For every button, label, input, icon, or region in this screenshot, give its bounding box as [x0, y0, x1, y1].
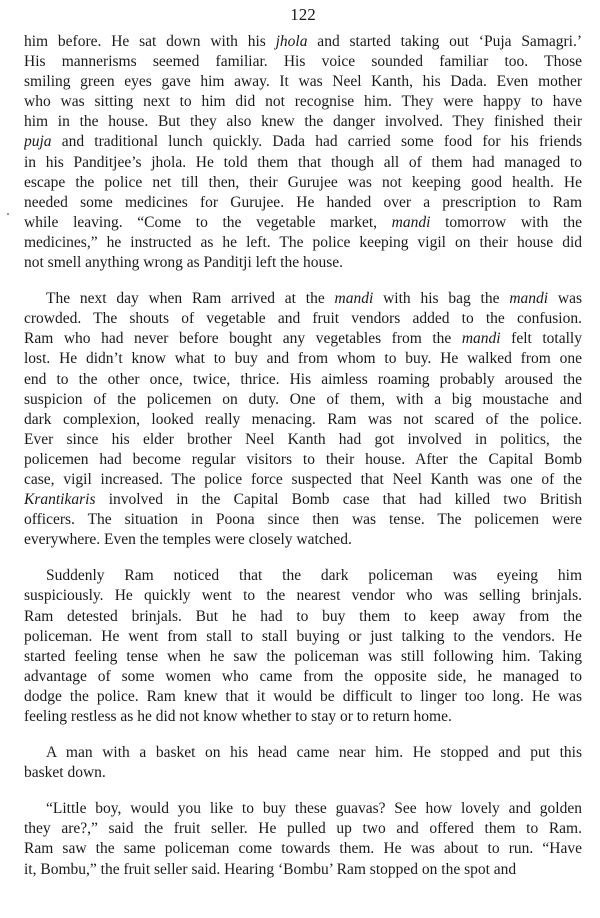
- text-run: while leaving. “Come to the vegetable market,: [24, 213, 392, 231]
- text-line: [24, 349, 582, 369]
- text-run: The next day when Ram arrived at the: [46, 290, 335, 308]
- text-line: [24, 763, 582, 783]
- text-run: him in the house. But they also knew the danger involved. They finished their: [24, 113, 582, 131]
- italic-term: puja: [24, 133, 52, 151]
- text-line: [24, 510, 582, 530]
- text-line: [24, 627, 582, 647]
- text-line: [24, 450, 582, 470]
- text-run: tomorrow with the: [430, 213, 582, 231]
- text-run: medicines,” he instructed as he left. The police keeping vigil on their house did: [24, 233, 582, 251]
- text-run: Suddenly Ram noticed that the dark policeman was eyeing him: [46, 567, 582, 585]
- text-line: [24, 253, 582, 273]
- page-number: 122: [290, 5, 316, 24]
- text-run: him before. He sat down with his: [24, 33, 276, 50]
- text-line: [24, 687, 582, 707]
- text-run: escape the police net till then, their Gurujee was not keeping good health. He: [24, 173, 582, 191]
- paragraph: [24, 566, 582, 727]
- text-line: [24, 72, 582, 92]
- text-run: they are?,” said the fruit seller. He pulled up two and offered them to Ram.: [24, 820, 582, 838]
- text-line: [24, 860, 582, 880]
- text-run: suspiciously. He quickly went to the nearest vendor who was selling brinjals.: [24, 587, 582, 605]
- text-run: “Little boy, would you like to buy these guavas? See how lovely and golden: [46, 800, 582, 818]
- text-run: policemen had become regular visitors to their house. After the Capital Bomb: [24, 450, 582, 468]
- italic-term: mandi: [461, 330, 501, 348]
- italic-term: mandi: [509, 290, 549, 308]
- text-line: [24, 607, 582, 627]
- text-line: [24, 52, 582, 72]
- text-run: feeling restless as he did not know whether to stay or to return home.: [24, 708, 452, 725]
- text-line: [24, 743, 582, 763]
- text-run: it, Bombu,” the fruit seller said. Hearing ‘Bombu’ Ram stopped on the spot and: [24, 860, 517, 878]
- text-run: suspicion of the policemen on duty. One of them, with a big moustache and: [24, 390, 582, 408]
- text-run: advantage of some women who came from the opposite side, he managed to: [24, 667, 582, 685]
- text-line: [24, 490, 582, 510]
- text-run: dark complexion, looked really menacing. Ram was not scared of the police.: [24, 410, 582, 428]
- text-line: [24, 132, 582, 152]
- text-run: in his Panditjee’s jhola. He told them that though all of them had managed to: [24, 153, 582, 171]
- text-run: started feeling tense when he saw the policeman was still following him. Taking: [24, 647, 582, 665]
- text-run: Ram detested brinjals. But he had to buy them to keep away from the: [24, 607, 582, 625]
- text-line: [24, 799, 582, 819]
- text-line: [24, 566, 582, 586]
- text-run: crowded. The shouts of vegetable and fruit vendors added to the confusion.: [24, 310, 582, 328]
- text-run: Ram who had never before bought any vegetables from the: [24, 330, 462, 348]
- text-line: [24, 839, 582, 859]
- text-line: [24, 309, 582, 329]
- text-run: was: [548, 290, 582, 308]
- italic-term: jhola: [275, 33, 308, 50]
- text-run: and traditional lunch quickly. Dada had carried some food for his friends: [51, 133, 582, 151]
- text-line: [24, 819, 582, 839]
- text-line: [24, 586, 582, 606]
- text-run: His mannerisms seemed familiar. His voice sounded familiar too. Those: [24, 53, 582, 71]
- text-run: not smell anything wrong as Panditji left the house.: [24, 254, 343, 272]
- text-line: [24, 153, 582, 173]
- text-run: Ever since his elder brother Neel Kanth had got involved in politics, the: [24, 430, 582, 448]
- text-line: [24, 233, 582, 253]
- text-run: officers. The situation in Poona since then was tense. The policemen were: [24, 511, 582, 529]
- text-run: who was sitting next to him did not recognise him. They were happy to have: [24, 93, 582, 111]
- text-run: smiling green eyes gave him away. It was Neel Kanth, his Dada. Even mother: [24, 73, 582, 91]
- text-line: [24, 410, 582, 430]
- paragraph: [24, 32, 582, 273]
- text-run: end to the other once, twice, thrice. His aimless roaming probably aroused the: [24, 370, 582, 388]
- paragraph: [24, 799, 582, 879]
- text-run: A man with a basket on his head came near him. He stopped and put this: [46, 744, 582, 762]
- text-run: dodge the police. Ram knew that it would be difficult to linger too long. He was: [24, 687, 582, 705]
- text-run: basket down.: [24, 764, 106, 782]
- text-line: [24, 667, 582, 687]
- text-line: [24, 390, 582, 410]
- text-line: [24, 370, 582, 390]
- text-run: everywhere. Even the temples were closely watched.: [24, 531, 352, 549]
- text-line: [24, 470, 582, 490]
- italic-term: Krantikaris: [24, 491, 96, 509]
- margin-speck: [7, 213, 9, 215]
- italic-term: mandi: [391, 213, 431, 231]
- text-run: Ram saw the same policeman come towards them. He was about to run. “Have: [24, 840, 582, 858]
- text-line: [24, 530, 582, 550]
- text-run: and started taking out ‘Puja Samagri.’: [307, 33, 582, 50]
- text-run: involved in the Capital Bomb case that had killed two British: [95, 491, 582, 509]
- text-run: case, vigil increased. The police force suspected that Neel Kanth was one of the: [24, 470, 582, 488]
- text-line: [24, 289, 582, 309]
- text-line: [24, 329, 582, 349]
- text-line: [24, 112, 582, 132]
- text-line: [24, 647, 582, 667]
- text-run: needed some medicines for Gurujee. He handed over a prescription to Ram: [24, 193, 582, 211]
- text-line: [24, 193, 582, 213]
- text-line: [24, 92, 582, 112]
- text-line: [24, 707, 582, 727]
- text-line: [24, 173, 582, 193]
- text-run: lost. He didn’t know what to buy and from whom to buy. He walked from one: [24, 350, 582, 368]
- text-run: policeman. He went from stall to stall buying or just talking to the vendors. He: [24, 627, 582, 645]
- text-line: [24, 213, 582, 233]
- paragraph: [24, 743, 582, 783]
- italic-term: mandi: [334, 290, 374, 308]
- text-run: with his bag the: [373, 290, 510, 308]
- text-line: [24, 430, 582, 450]
- paragraph: [24, 289, 582, 550]
- body-text: [24, 32, 582, 880]
- text-run: felt totally: [500, 330, 582, 348]
- text-line: [24, 32, 582, 52]
